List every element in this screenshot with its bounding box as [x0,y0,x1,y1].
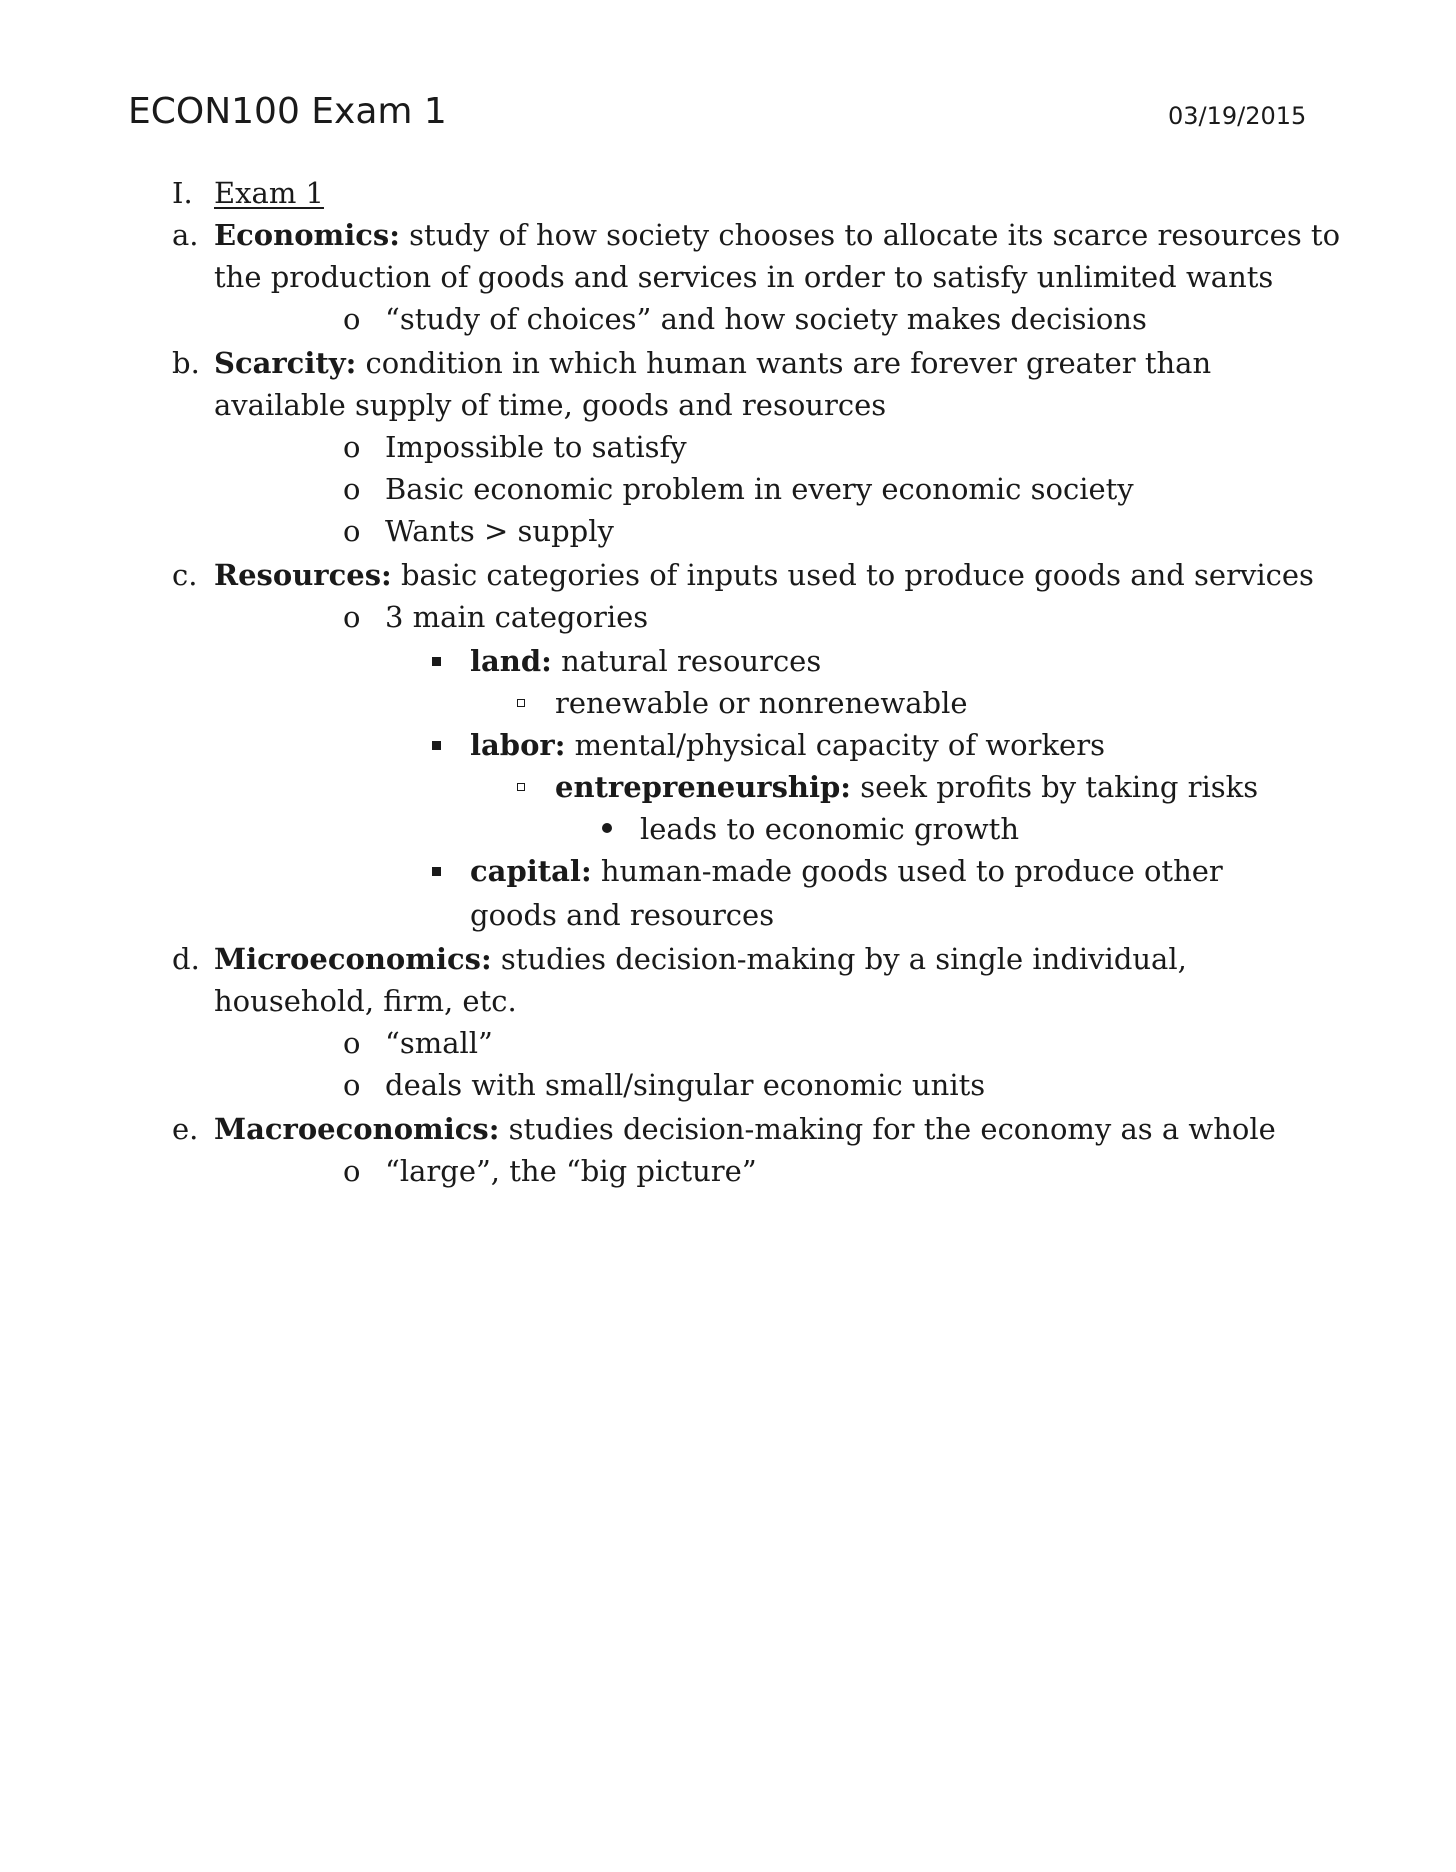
scarcity-sub-3: Wants > supply [385,514,614,548]
sub-bullet-o: o [343,514,361,548]
term-entrepreneurship: entrepreneurship: [555,770,851,804]
capital-line [470,850,1223,892]
term-economics: Economics: [214,218,400,252]
land-line [470,640,821,682]
def-economics-2: the production of goods and services in order to satisfy unlimited wants [214,260,1274,294]
def-microeconomics-1: studies decision-making by a single individual, [500,942,1187,976]
item-b-line1 [214,342,1211,384]
def-scarcity-2: available supply of time, goods and resources [214,388,887,422]
term-resources: Resources: [214,558,392,592]
sub-bullet-o: o [343,430,361,464]
term-scarcity: Scarcity: [214,346,357,380]
document-title: ECON100 Exam 1 [128,91,447,132]
def-entrepreneurship: seek profits by taking risks [860,770,1259,804]
def-land: natural resources [561,644,822,678]
section-title: Exam 1 [214,176,324,210]
item-c-marker: c. [172,558,198,592]
def-capital-2: goods and resources [470,898,775,932]
term-land: land: [470,644,552,678]
document-date: 03/19/2015 [1168,102,1307,130]
hollow-square-bullet-icon [517,783,525,791]
labor-line [470,724,1105,766]
item-e-marker: e. [172,1112,199,1146]
item-b-marker: b. [172,346,200,380]
def-resources-1: basic categories of inputs used to produce goods and services [400,558,1314,592]
term-macroeconomics: Macroeconomics: [214,1112,500,1146]
entrepreneurship-sub: leads to economic growth [640,812,1019,846]
macroeconomics-sub-1: “large”, the “big picture” [385,1154,757,1188]
scarcity-sub-1: Impossible to satisfy [385,430,687,464]
square-bullet-icon [432,741,441,750]
def-microeconomics-2: household, firm, etc. [214,984,517,1018]
square-bullet-icon [432,657,441,666]
item-e-line1 [214,1108,1276,1150]
economics-sub-1: “study of choices” and how society makes decisions [385,302,1147,336]
sub-bullet-o: o [343,1068,361,1102]
hollow-square-bullet-icon [517,699,525,707]
sub-bullet-o: o [343,1026,361,1060]
term-microeconomics: Microeconomics: [214,942,492,976]
item-d-marker: d. [172,942,200,976]
sub-bullet-o: o [343,1154,361,1188]
entrepreneurship-line [555,766,1258,808]
microeconomics-sub-1: “small” [385,1026,493,1060]
sub-bullet-o: o [343,302,361,336]
def-macroeconomics-1: studies decision-making for the economy as a whole [508,1112,1276,1146]
def-labor: mental/physical capacity of workers [574,728,1105,762]
item-a-line1 [214,214,1340,256]
land-sub: renewable or nonrenewable [555,686,968,720]
square-bullet-icon [432,867,441,876]
item-c-line1 [214,554,1314,596]
scarcity-sub-2: Basic economic problem in every economic society [385,472,1134,506]
resources-sub-1: 3 main categories [385,600,649,634]
sub-bullet-o: o [343,472,361,506]
def-capital-1: human-made goods used to produce other [600,854,1223,888]
def-scarcity-1: condition in which human wants are forever greater than [365,346,1212,380]
term-capital: capital: [470,854,592,888]
section-marker: I. [172,176,193,210]
microeconomics-sub-2: deals with small/singular economic units [385,1068,986,1102]
item-d-line1 [214,938,1187,980]
term-labor: labor: [470,728,566,762]
sub-bullet-o: o [343,600,361,634]
round-bullet-icon [602,823,612,833]
item-a-marker: a. [172,218,199,252]
def-economics-1: study of how society chooses to allocate its scarce resources to [409,218,1341,252]
